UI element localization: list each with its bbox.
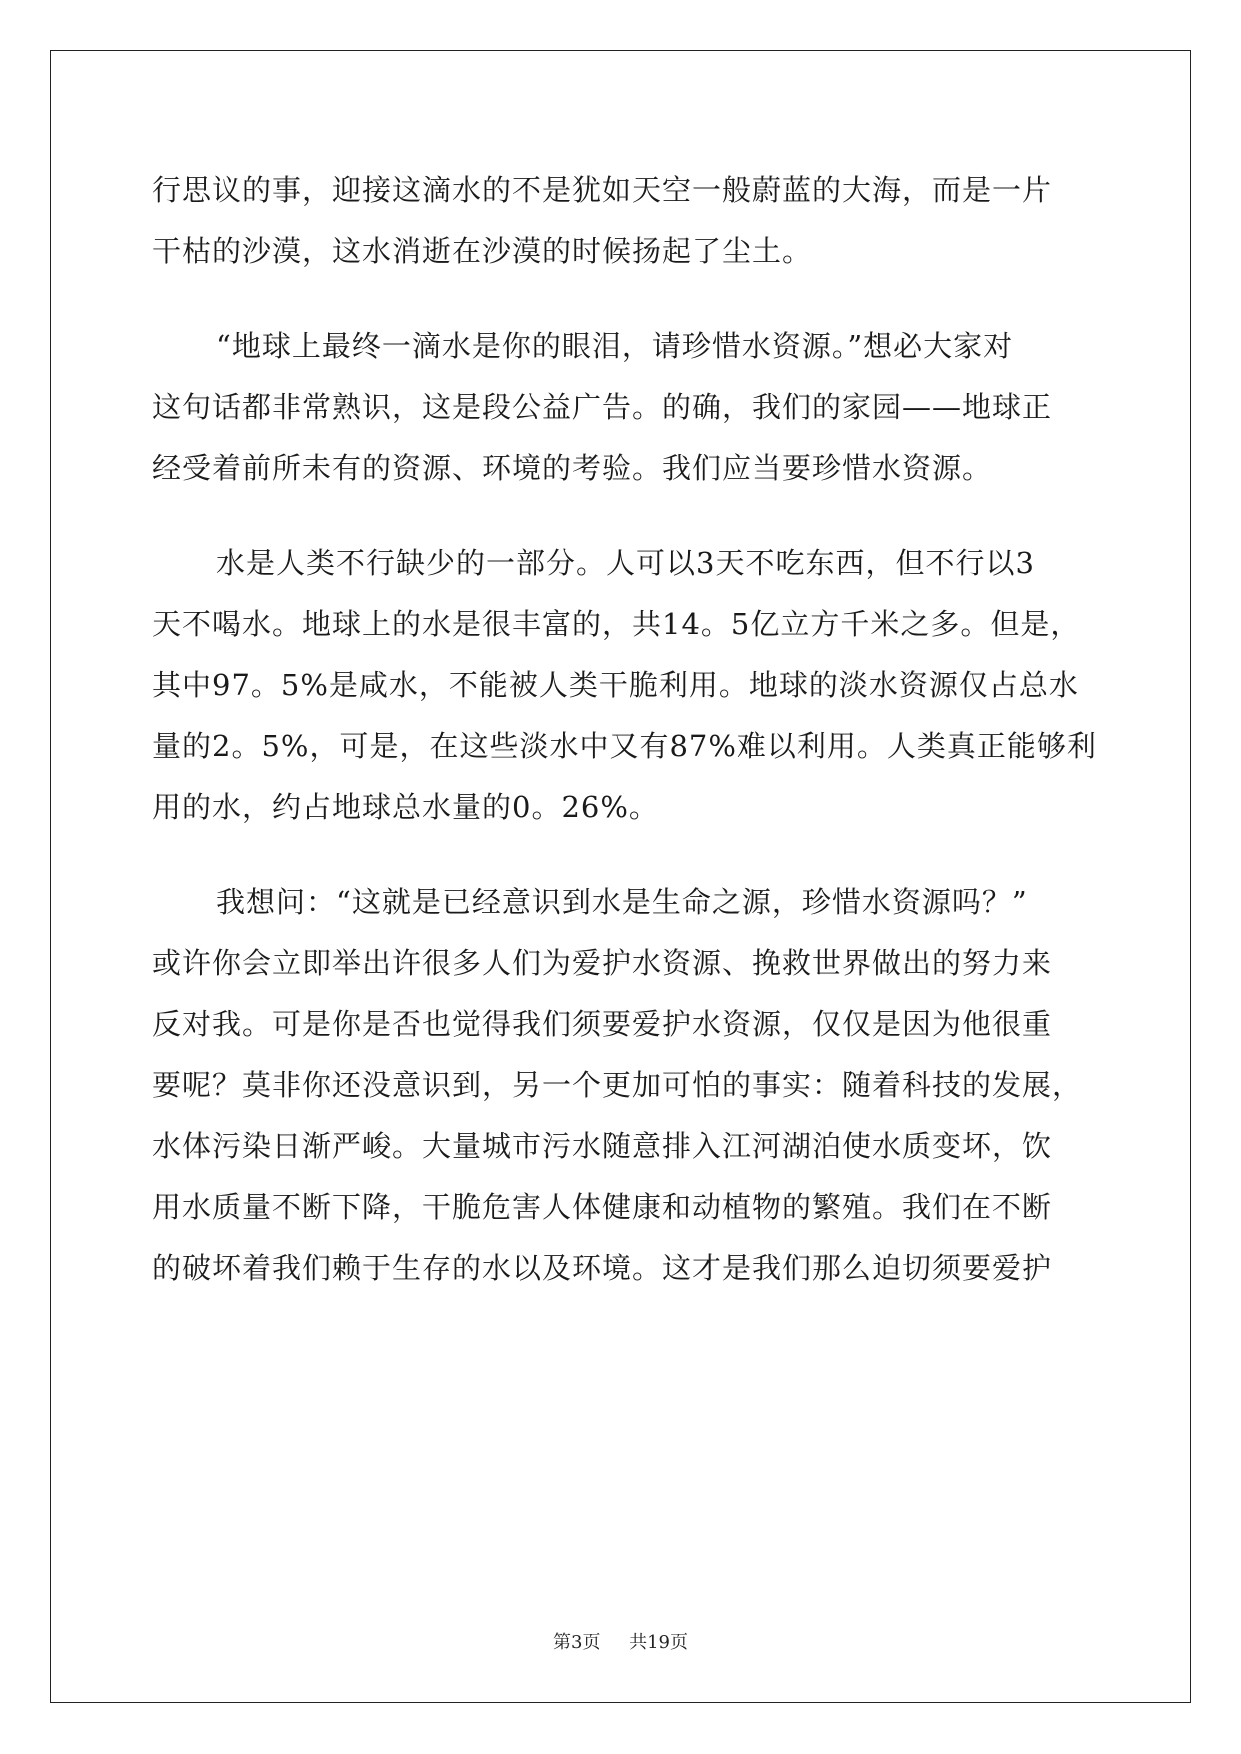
text-line: 经受着前所未有的资源、环境的考验。我们应当要珍惜水资源。 bbox=[152, 451, 993, 485]
text-line: 天不喝水。地球上的水是很丰富的，共14。5亿立方千米之多。但是， bbox=[152, 607, 1081, 641]
document-body bbox=[152, 160, 1097, 1299]
text-line: 反对我。可是你是否也觉得我们须要爱护水资源，仅仅是因为他很重 bbox=[152, 1007, 1053, 1041]
paragraph-3 bbox=[152, 533, 1097, 838]
text-line: 用水质量不断下降，干脆危害人体健康和动植物的繁殖。我们在不断 bbox=[152, 1190, 1053, 1224]
text-line: “地球上最终一滴水是你的眼泪，请珍惜水资源。”想必大家对 bbox=[216, 329, 1014, 363]
text-line: 的破坏着我们赖于生存的水以及环境。这才是我们那么迫切须要爱护 bbox=[152, 1251, 1053, 1285]
text-line: 量的2。5%，可是，在这些淡水中又有87%难以利用。人类真正能够利 bbox=[152, 729, 1097, 763]
paragraph-4 bbox=[152, 872, 1092, 1299]
text-line: 干枯的沙漠，这水消逝在沙漠的时候扬起了尘土。 bbox=[152, 234, 813, 268]
text-line: 其中97。5%是咸水，不能被人类干脆利用。地球的淡水资源仅占总水 bbox=[152, 668, 1079, 702]
page-number: 第3页 bbox=[553, 1632, 601, 1653]
text-line: 我想问：“这就是已经意识到水是生命之源，珍惜水资源吗？” bbox=[216, 885, 1028, 919]
text-line: 水体污染日渐严峻。大量城市污水随意排入江河湖泊使水质变坏，饮 bbox=[152, 1129, 1053, 1163]
text-line: 行思议的事，迎接这滴水的不是犹如天空一般蔚蓝的大海，而是一片 bbox=[152, 173, 1053, 207]
text-line: 水是人类不行缺少的一部分。人可以3天不吃东西，但不行以3 bbox=[216, 546, 1035, 580]
total-pages: 共19页 bbox=[629, 1632, 688, 1653]
text-line: 或许你会立即举出许很多人们为爱护水资源、挽救世界做出的努力来 bbox=[152, 946, 1053, 980]
text-line: 要呢？莫非你还没意识到，另一个更加可怕的事实：随着科技的发展， bbox=[152, 1068, 1083, 1102]
text-line: 用的水，约占地球总水量的0。26%。 bbox=[152, 790, 659, 824]
paragraph-1 bbox=[152, 160, 1092, 282]
paragraph-2 bbox=[152, 316, 1092, 499]
text-line: 这句话都非常熟识，这是段公益广告。的确，我们的家园——地球正 bbox=[152, 390, 1053, 424]
page-footer bbox=[0, 1628, 1241, 1654]
